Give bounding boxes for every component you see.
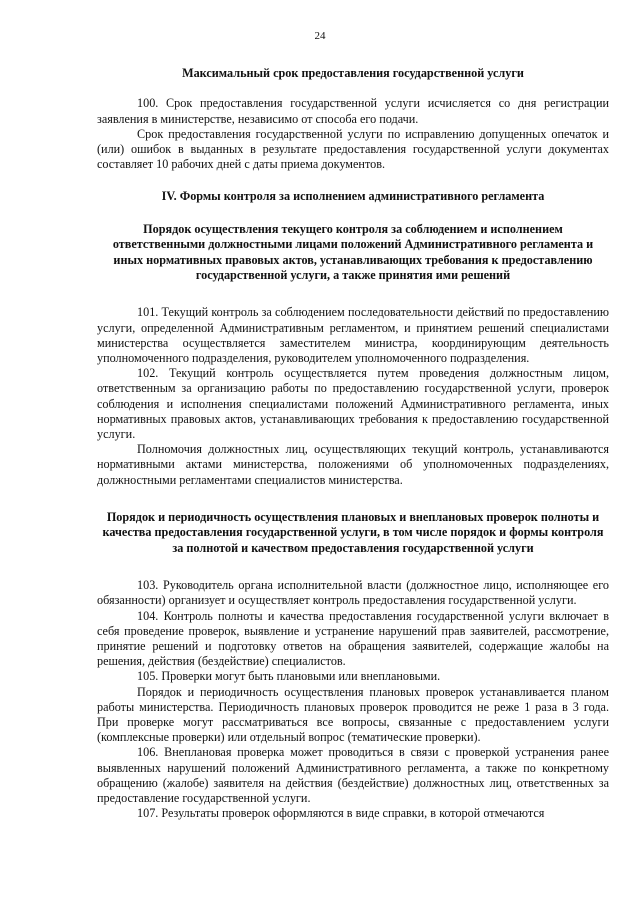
paragraph-103: 103. Руководитель органа исполнительной власти (должностное лицо, исполняющее его обязанности) организует и осуществляет контроль предоставления государственной услуги. [97,578,609,608]
paragraph-100: 100. Срок предоставления государственной услуги исчисляется со дня регистрации заявления в министерстве, независимо от способа его подачи. [97,96,609,126]
heading-inspections: Порядок и периодичность осуществления плановых и внеплановых проверок полноты и качества предоставления государственной услуги, в том числе порядок и формы контроля за полнотой и качеством предоставления государственной услуги [102,509,604,555]
heading-max-term: Максимальный срок предоставления государственной услуги [182,66,524,80]
paragraph-102-cont: Полномочия должностных лиц, осуществляющих текущий контроль, устанавливаются нормативными актами министерства, положениями об уполномоченных подразделениях, должностными регламентами специалистов министерства. [97,442,609,487]
paragraph-107: 107. Результаты проверок оформляются в виде справки, в которой отмечаются [137,806,545,821]
heading-current-control: Порядок осуществления текущего контроля за соблюдением и исполнением ответственными должностными лицами положений Административного регламента и иных нормативных правовых актов, устанавливающих требования к предоставлению государственной услуги, а также принятия ими решений [112,221,594,283]
page-number: 24 [314,30,326,42]
paragraph-105-cont: Порядок и периодичность осуществления плановых проверок устанавливается планом работы министерства. Периодичность плановых проверок проводится не реже 1 раза в 3 года. При проверке могут рассматриваться все вопросы, связанные с предоставлением услуги (комплексные проверки) или отдельный вопрос (тематические проверки). [97,684,609,745]
paragraph-104: 104. Контроль полноты и качества предоставления государственной услуги включает в себя проведение проверок, выявление и устранение нарушений прав заявителей, рассмотрение, принятие решений и подготовку ответов на обращения заявителей, содержащие жалобы на решения, действия (бездействие) специалистов. [97,608,609,669]
paragraph-106: 106. Внеплановая проверка может проводиться в связи с проверкой устранения ранее выявленных нарушений положений Административного регламента, а также по конкретному обращению (жалобе) заявителя на действия (бездействие) должностных лиц, ответственных за предоставление государственной услуги. [97,745,609,805]
paragraph-101: 101. Текущий контроль за соблюдением последовательности действий по предоставлению услуги, определенной Административным регламентом, и принятием решений специалистами министерства осуществляется заместителем министра, координирующим деятельность уполномоченного подразделения, руководителем уполномоченного подразделения. [97,305,609,366]
paragraph-105: 105. Проверки могут быть плановыми или внеплановыми. [137,669,441,684]
paragraph-100-cont: Срок предоставления государственной услуги по исправлению допущенных опечаток и (или) ошибок в выданных в результате предоставления государственной услуги документах составляет 10 рабочих дней с даты приема документов. [97,126,609,172]
heading-section-iv: IV. Формы контроля за исполнением административного регламента [161,189,545,204]
document-body [97,66,609,821]
paragraph-102: 102. Текущий контроль осуществляется путем проведения должностным лицом, ответственным за организацию работы по предоставлению государственной услуги, проверок соблюдения и исполнения специалистами положений Административного регламента, иных нормативных правовых актов, устанавливающих требования к предоставлению государственной услуги. [97,366,609,442]
